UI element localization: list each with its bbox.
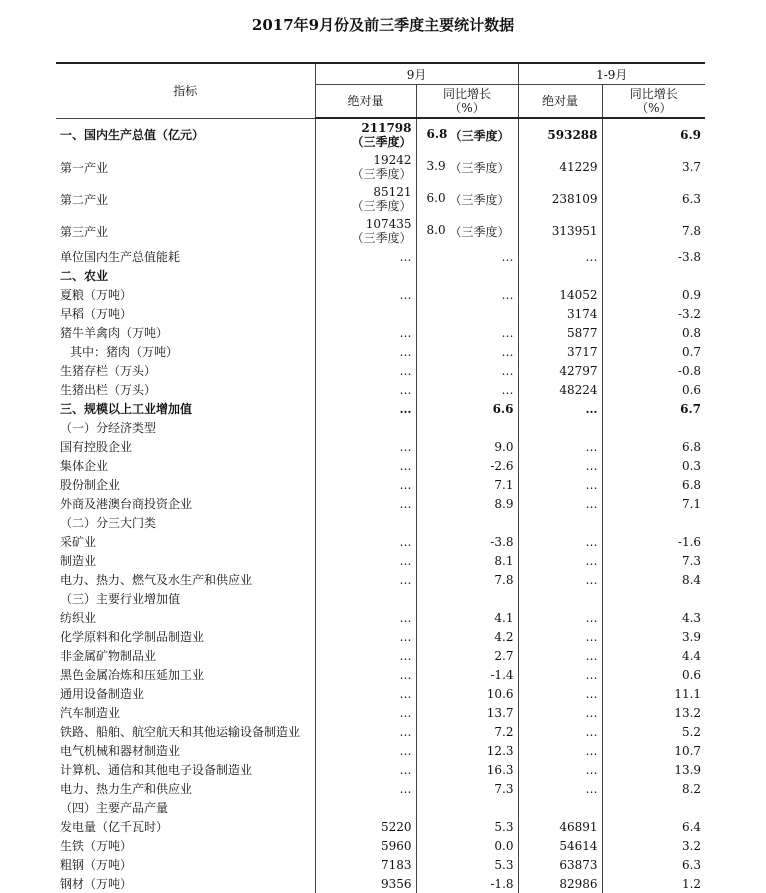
sep-pct-cell xyxy=(416,418,518,437)
table-row xyxy=(56,722,705,741)
sep-pct-cell xyxy=(416,513,518,532)
sep-pct-cell: … xyxy=(416,361,518,380)
ytd-abs-cell: 63873 xyxy=(518,855,602,874)
row-label: 集体企业 xyxy=(60,459,109,473)
sep-pct-cell: 7.8 xyxy=(416,570,518,589)
ytd-pct-cell: 6.3 xyxy=(602,183,705,215)
table-row xyxy=(56,494,705,513)
ytd-abs-cell: 82986 xyxy=(518,874,602,893)
row-label: 电力、热力生产和供应业 xyxy=(60,782,193,796)
sep-pct-cell xyxy=(416,266,518,285)
sep-abs-cell: … xyxy=(315,475,416,494)
table-row xyxy=(56,342,705,361)
ytd-abs-cell: 238109 xyxy=(518,183,602,215)
table-row-primary xyxy=(56,151,705,183)
sep-pct-cell: 6.0 （三季度） xyxy=(416,183,518,215)
sep-abs-cell: … xyxy=(315,608,416,627)
row-label: 电气机械和器材制造业 xyxy=(60,744,181,758)
ytd-pct-cell: 8.4 xyxy=(602,570,705,589)
row-label: 计算机、通信和其他电子设备制造业 xyxy=(60,763,253,777)
sep-pct-cell: … xyxy=(416,342,518,361)
table-row xyxy=(56,760,705,779)
sep-abs-cell xyxy=(315,513,416,532)
row-label: 三、规模以上工业增加值 xyxy=(60,402,193,416)
table-row-tertiary xyxy=(56,215,705,247)
ytd-abs-cell: … xyxy=(518,760,602,779)
ytd-pct-cell: 0.7 xyxy=(602,342,705,361)
table-row xyxy=(56,874,705,893)
sep-abs-cell: … xyxy=(315,570,416,589)
sep-pct-cell: 8.1 xyxy=(416,551,518,570)
sep-abs-cell: … xyxy=(315,665,416,684)
ytd-pct-cell: 11.1 xyxy=(602,684,705,703)
ytd-pct-cell: 7.8 xyxy=(602,215,705,247)
ytd-abs-cell: … xyxy=(518,665,602,684)
sep-pct-cell xyxy=(416,589,518,608)
ytd-abs-header: 绝对量 xyxy=(518,85,602,119)
ytd-pct-cell: 0.6 xyxy=(602,665,705,684)
row-label: 钢材（万吨） xyxy=(60,877,133,891)
ytd-abs-cell: 48224 xyxy=(518,380,602,399)
sep-abs-cell: … xyxy=(315,741,416,760)
row-label: 生猪出栏（万头） xyxy=(60,383,157,397)
row-label: 生铁（万吨） xyxy=(60,839,133,853)
sep-abs-cell: 107435 （三季度） xyxy=(315,215,416,247)
table-row xyxy=(56,646,705,665)
row-label: 第三产业 xyxy=(60,224,109,239)
sep-abs-cell: … xyxy=(315,285,416,304)
ytd-abs-cell: 14052 xyxy=(518,285,602,304)
sep-pct-cell: 4.1 xyxy=(416,608,518,627)
ytd-abs-cell: … xyxy=(518,570,602,589)
ytd-abs-cell xyxy=(518,798,602,817)
ytd-pct-cell xyxy=(602,798,705,817)
ytd-abs-cell: … xyxy=(518,456,602,475)
table-row xyxy=(56,456,705,475)
sep-abs-cell: … xyxy=(315,627,416,646)
table-row xyxy=(56,627,705,646)
sep-pct-cell: 5.3 xyxy=(416,855,518,874)
sep-abs-cell: … xyxy=(315,361,416,380)
sep-pct-cell: 9.0 xyxy=(416,437,518,456)
row-label: 第二产业 xyxy=(60,192,109,207)
table-row xyxy=(56,266,705,285)
ytd-abs-cell: … xyxy=(518,684,602,703)
row-label: 纺织业 xyxy=(60,611,97,625)
table-row-gdp xyxy=(56,118,705,151)
sep-abs-cell: … xyxy=(315,494,416,513)
ytd-abs-cell: 593288 xyxy=(518,118,602,151)
sep-abs-cell: … xyxy=(315,247,416,266)
table-row xyxy=(56,570,705,589)
sep-abs-cell xyxy=(315,418,416,437)
ytd-pct-cell: 0.6 xyxy=(602,380,705,399)
ytd-pct-cell: 0.8 xyxy=(602,323,705,342)
row-label: 化学原料和化学制品制造业 xyxy=(60,630,205,644)
ytd-pct-cell xyxy=(602,418,705,437)
table-row xyxy=(56,855,705,874)
ytd-abs-cell: 313951 xyxy=(518,215,602,247)
ytd-pct-cell: -0.8 xyxy=(602,361,705,380)
sep-abs-cell: … xyxy=(315,456,416,475)
sep-pct-cell: 8.0 （三季度） xyxy=(416,215,518,247)
row-label: 非金属矿物制品业 xyxy=(60,649,157,663)
table-row xyxy=(56,361,705,380)
table-row xyxy=(56,323,705,342)
sep-abs-cell: 19242 （三季度） xyxy=(315,151,416,183)
sep-abs-cell xyxy=(315,266,416,285)
ytd-abs-cell: … xyxy=(518,741,602,760)
sep-pct-cell: … xyxy=(416,380,518,399)
sep-pct-cell: -1.4 xyxy=(416,665,518,684)
september-header: 9月 xyxy=(315,63,518,85)
row-label: 猪牛羊禽肉（万吨） xyxy=(60,326,169,340)
ytd-abs-cell: … xyxy=(518,722,602,741)
ytd-abs-cell: … xyxy=(518,475,602,494)
ytd-abs-cell: 54614 xyxy=(518,836,602,855)
sep-abs-cell: … xyxy=(315,532,416,551)
sep-pct-cell: 12.3 xyxy=(416,741,518,760)
row-label: 生猪存栏（万头） xyxy=(60,364,157,378)
ytd-pct-cell: 13.2 xyxy=(602,703,705,722)
sep-pct-cell: 7.3 xyxy=(416,779,518,798)
page-title: 2017年9月份及前三季度主要统计数据 xyxy=(251,16,515,34)
row-label: 其中：猪肉（万吨） xyxy=(70,345,179,359)
ytd-pct-cell: 13.9 xyxy=(602,760,705,779)
sep-yoy-header: 同比增长 （%） xyxy=(416,85,518,119)
row-label: （四）主要产品产量 xyxy=(60,801,169,815)
ytd-pct-cell: 6.9 xyxy=(602,118,705,151)
sep-abs-cell: … xyxy=(315,779,416,798)
sep-abs-cell: 85121 （三季度） xyxy=(315,183,416,215)
row-label: 夏粮（万吨） xyxy=(60,288,133,302)
table-row xyxy=(56,551,705,570)
ytd-abs-cell xyxy=(518,589,602,608)
ytd-pct-cell xyxy=(602,266,705,285)
table-row xyxy=(56,418,705,437)
ytd-pct-cell xyxy=(602,513,705,532)
ytd-abs-cell: … xyxy=(518,779,602,798)
table-row-secondary xyxy=(56,183,705,215)
ytd-pct-cell: 3.7 xyxy=(602,151,705,183)
row-label: 粗钢（万吨） xyxy=(60,858,133,872)
sep-abs-cell: … xyxy=(315,380,416,399)
row-label: 铁路、船舶、航空航天和其他运输设备制造业 xyxy=(60,725,301,739)
ytd-pct-cell: 0.9 xyxy=(602,285,705,304)
sep-abs-cell: … xyxy=(315,646,416,665)
table-row xyxy=(56,703,705,722)
table-row xyxy=(56,304,705,323)
ytd-pct-cell: 5.2 xyxy=(602,722,705,741)
ytd-pct-cell: 4.3 xyxy=(602,608,705,627)
ytd-abs-cell: … xyxy=(518,646,602,665)
ytd-pct-cell: 3.2 xyxy=(602,836,705,855)
sep-pct-cell: -1.8 xyxy=(416,874,518,893)
sep-pct-cell: 7.2 xyxy=(416,722,518,741)
ytd-abs-cell: … xyxy=(518,437,602,456)
row-label: 外商及港澳台商投资企业 xyxy=(60,497,193,511)
row-label: 股份制企业 xyxy=(60,478,121,492)
row-label: 制造业 xyxy=(60,554,97,568)
row-label: （二）分三大门类 xyxy=(60,516,157,530)
sep-abs-cell: … xyxy=(315,551,416,570)
row-label: 通用设备制造业 xyxy=(60,687,145,701)
ytd-pct-cell: -1.6 xyxy=(602,532,705,551)
ytd-pct-cell xyxy=(602,589,705,608)
sep-abs-cell: … xyxy=(315,437,416,456)
table-row xyxy=(56,532,705,551)
table-row xyxy=(56,513,705,532)
statistics-table xyxy=(56,62,705,893)
sep-pct-cell: … xyxy=(416,285,518,304)
ytd-pct-cell: 3.9 xyxy=(602,627,705,646)
sep-pct-cell: 10.6 xyxy=(416,684,518,703)
sep-abs-cell: … xyxy=(315,760,416,779)
ytd-header: 1-9月 xyxy=(518,63,705,85)
ytd-pct-cell: 10.7 xyxy=(602,741,705,760)
table-row xyxy=(56,779,705,798)
sep-abs-cell xyxy=(315,589,416,608)
ytd-abs-cell: … xyxy=(518,532,602,551)
sep-pct-cell: 7.1 xyxy=(416,475,518,494)
sep-abs-cell: … xyxy=(315,722,416,741)
ytd-pct-cell: 6.8 xyxy=(602,437,705,456)
row-label: 一、国内生产总值（亿元） xyxy=(60,128,205,143)
ytd-pct-cell: 1.2 xyxy=(602,874,705,893)
ytd-pct-cell: 6.4 xyxy=(602,817,705,836)
row-label: 汽车制造业 xyxy=(60,706,121,720)
row-label: 黑色金属冶炼和压延加工业 xyxy=(60,668,205,682)
sep-pct-cell: -3.8 xyxy=(416,532,518,551)
sep-abs-cell: … xyxy=(315,703,416,722)
table-row xyxy=(56,285,705,304)
sep-abs-cell: 7183 xyxy=(315,855,416,874)
ytd-pct-cell: 7.3 xyxy=(602,551,705,570)
sep-pct-cell xyxy=(416,304,518,323)
sep-abs-cell: 211798 （三季度） xyxy=(315,118,416,151)
sep-pct-cell: 6.8 （三季度） xyxy=(416,118,518,151)
table-row xyxy=(56,665,705,684)
sep-pct-cell: 5.3 xyxy=(416,817,518,836)
ytd-abs-cell xyxy=(518,266,602,285)
ytd-abs-cell: … xyxy=(518,608,602,627)
sep-abs-cell: 5220 xyxy=(315,817,416,836)
sep-abs-header: 绝对量 xyxy=(315,85,416,119)
table-row xyxy=(56,836,705,855)
sep-pct-cell: 2.7 xyxy=(416,646,518,665)
row-label: 电力、热力、燃气及水生产和供应业 xyxy=(60,573,253,587)
sep-pct-cell: 6.6 xyxy=(416,399,518,418)
table-row xyxy=(56,741,705,760)
table-row xyxy=(56,589,705,608)
sep-abs-cell: 5960 xyxy=(315,836,416,855)
ytd-pct-cell: 4.4 xyxy=(602,646,705,665)
ytd-abs-cell: 46891 xyxy=(518,817,602,836)
table-row xyxy=(56,798,705,817)
sep-pct-cell: 16.3 xyxy=(416,760,518,779)
ytd-abs-cell: … xyxy=(518,247,602,266)
ytd-abs-cell: 41229 xyxy=(518,151,602,183)
row-label: （三）主要行业增加值 xyxy=(60,592,181,606)
ytd-pct-cell: 8.2 xyxy=(602,779,705,798)
ytd-abs-cell xyxy=(518,418,602,437)
ytd-pct-cell: 7.1 xyxy=(602,494,705,513)
row-label: 单位国内生产总值能耗 xyxy=(60,250,181,264)
sep-abs-cell: … xyxy=(315,399,416,418)
table-row xyxy=(56,437,705,456)
sep-pct-cell: 0.0 xyxy=(416,836,518,855)
ytd-yoy-header: 同比增长 （%） xyxy=(602,85,705,119)
ytd-pct-cell: 6.8 xyxy=(602,475,705,494)
sep-pct-cell: 8.9 xyxy=(416,494,518,513)
table-row xyxy=(56,817,705,836)
sep-pct-cell: -2.6 xyxy=(416,456,518,475)
ytd-pct-cell: -3.8 xyxy=(602,247,705,266)
ytd-abs-cell: … xyxy=(518,703,602,722)
ytd-abs-cell: 3717 xyxy=(518,342,602,361)
ytd-pct-cell: 6.3 xyxy=(602,855,705,874)
ytd-abs-cell: … xyxy=(518,494,602,513)
indicator-header: 指标 xyxy=(56,63,315,118)
sep-abs-cell xyxy=(315,304,416,323)
row-label: （一）分经济类型 xyxy=(60,421,157,435)
ytd-pct-cell: 6.7 xyxy=(602,399,705,418)
sep-abs-cell: … xyxy=(315,342,416,361)
sep-pct-cell: 3.9 （三季度） xyxy=(416,151,518,183)
row-label: 早稻（万吨） xyxy=(60,307,133,321)
table-row xyxy=(56,475,705,494)
ytd-pct-cell: -3.2 xyxy=(602,304,705,323)
sep-pct-cell: … xyxy=(416,247,518,266)
table-row xyxy=(56,684,705,703)
ytd-abs-cell: 42797 xyxy=(518,361,602,380)
table-row xyxy=(56,247,705,266)
row-label: 二、农业 xyxy=(60,269,109,283)
sep-pct-cell: 13.7 xyxy=(416,703,518,722)
sep-pct-cell: 4.2 xyxy=(416,627,518,646)
sep-abs-cell xyxy=(315,798,416,817)
row-label: 国有控股企业 xyxy=(60,440,133,454)
table-row xyxy=(56,608,705,627)
ytd-abs-cell xyxy=(518,513,602,532)
sep-pct-cell xyxy=(416,798,518,817)
sep-abs-cell: … xyxy=(315,684,416,703)
ytd-abs-cell: … xyxy=(518,551,602,570)
row-label: 发电量（亿千瓦时） xyxy=(60,820,169,834)
ytd-abs-cell: … xyxy=(518,399,602,418)
table-row xyxy=(56,399,705,418)
sep-abs-cell: … xyxy=(315,323,416,342)
ytd-pct-cell: 0.3 xyxy=(602,456,705,475)
ytd-abs-cell: 5877 xyxy=(518,323,602,342)
sep-abs-cell: 9356 xyxy=(315,874,416,893)
sep-pct-cell: … xyxy=(416,323,518,342)
row-label: 第一产业 xyxy=(60,160,109,175)
ytd-abs-cell: … xyxy=(518,627,602,646)
table-row xyxy=(56,380,705,399)
ytd-abs-cell: 3174 xyxy=(518,304,602,323)
row-label: 采矿业 xyxy=(60,535,97,549)
